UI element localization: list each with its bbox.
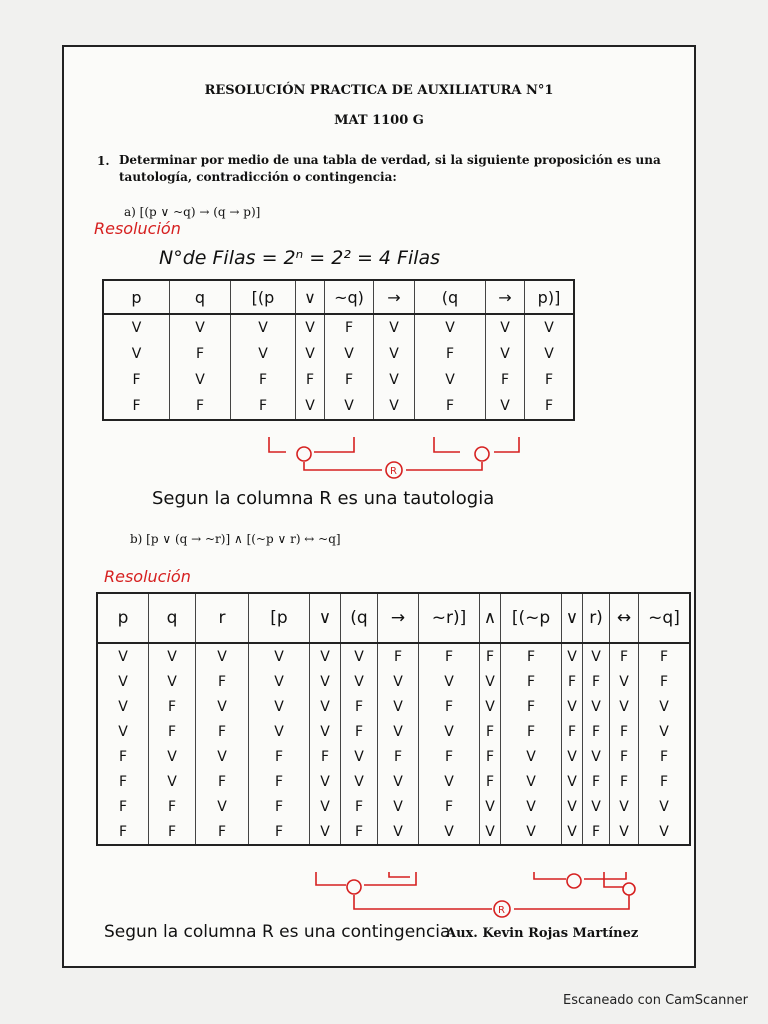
table-cell: F [196, 769, 249, 794]
table-row [97, 719, 690, 744]
table-header-cell: q [149, 593, 196, 643]
table-cell: V [525, 341, 575, 367]
table-header-cell: (q [415, 280, 486, 314]
table-cell: F [97, 794, 149, 819]
table-cell: V [639, 794, 691, 819]
table-cell: V [639, 819, 691, 845]
table-cell: F [639, 669, 691, 694]
table-cell: V [97, 669, 149, 694]
table-cell: V [196, 694, 249, 719]
table-cell: F [501, 694, 562, 719]
table-cell: V [378, 719, 419, 744]
table-cell: F [480, 744, 501, 769]
table-cell: F [341, 719, 378, 744]
table-cell: V [325, 393, 374, 420]
table-cell: V [249, 669, 310, 694]
table-row [97, 669, 690, 694]
table-cell: F [310, 744, 341, 769]
table-cell: V [149, 669, 196, 694]
table-cell: V [486, 393, 525, 420]
table-header-cell: p [103, 280, 170, 314]
table-cell: F [196, 719, 249, 744]
table-cell: F [639, 643, 691, 669]
table-cell: V [501, 794, 562, 819]
document-sheet [62, 45, 696, 968]
part-a-resolucion: Resolución [94, 219, 181, 238]
table-cell: V [196, 643, 249, 669]
table-cell: F [639, 769, 691, 794]
table-cell: V [325, 341, 374, 367]
table-cell: V [639, 719, 691, 744]
table-cell: V [415, 314, 486, 341]
table-cell: V [310, 643, 341, 669]
table-cell: V [501, 744, 562, 769]
table-row [97, 769, 690, 794]
table-header-cell: q [170, 280, 231, 314]
table-cell: F [419, 744, 480, 769]
table-cell: V [170, 314, 231, 341]
table-cell: F [341, 694, 378, 719]
table-cell: V [378, 819, 419, 845]
table-cell: F [149, 819, 196, 845]
table-header-cell: ∨ [310, 593, 341, 643]
part-a-label: a) [(p ∨ ~q) → (q → p)] [124, 205, 261, 219]
table-cell: V [310, 719, 341, 744]
table-cell: V [249, 694, 310, 719]
table-header-cell: ↔ [610, 593, 639, 643]
table-cell: V [231, 314, 296, 341]
table-cell: V [296, 314, 325, 341]
table-cell: F [149, 794, 196, 819]
result-marker-a: R [390, 466, 397, 477]
table-cell: V [374, 393, 415, 420]
table-cell: V [374, 314, 415, 341]
table-cell: V [419, 819, 480, 845]
table-cell: F [610, 744, 639, 769]
table-cell: F [639, 744, 691, 769]
table-cell: F [562, 719, 583, 744]
table-header-cell: [p [249, 593, 310, 643]
table-cell: F [583, 819, 610, 845]
table-cell: F [170, 393, 231, 420]
table-cell: V [310, 769, 341, 794]
table-cell: F [341, 819, 378, 845]
table-header-cell: → [378, 593, 419, 643]
table-cell: V [310, 669, 341, 694]
table-header-cell: [(~p [501, 593, 562, 643]
table-row [103, 393, 574, 420]
table-cell: F [249, 794, 310, 819]
table-cell: V [525, 314, 575, 341]
table-cell: V [231, 341, 296, 367]
scanner-watermark: Escaneado con CamScanner [562, 993, 748, 1008]
table-cell: F [97, 819, 149, 845]
table-cell: V [149, 744, 196, 769]
table-row [97, 819, 690, 845]
table-row [97, 643, 690, 669]
table-row [97, 794, 690, 819]
table-row [103, 367, 574, 393]
table-header-cell: → [374, 280, 415, 314]
table-cell: V [639, 694, 691, 719]
table-cell: V [562, 694, 583, 719]
table-cell: F [231, 393, 296, 420]
table-cell: F [419, 694, 480, 719]
part-a-conclusion: Segun la columna R es una tautologia [152, 488, 495, 509]
table-cell: V [296, 341, 325, 367]
table-cell: F [583, 669, 610, 694]
table-cell: V [97, 719, 149, 744]
table-cell: F [501, 719, 562, 744]
table-cell: V [419, 719, 480, 744]
table-cell: V [296, 393, 325, 420]
table-cell: V [562, 794, 583, 819]
part-b-label: b) [p ∨ (q → ~r)] ∧ [(~p ∨ r) ↔ ~q] [130, 532, 341, 546]
table-cell: F [480, 643, 501, 669]
table-cell: V [97, 643, 149, 669]
table-header-cell: ~q] [639, 593, 691, 643]
table-row [103, 341, 574, 367]
table-cell: V [583, 694, 610, 719]
result-arrows-b [304, 869, 694, 921]
table-row [103, 314, 574, 341]
table-cell: F [525, 393, 575, 420]
table-cell: V [583, 794, 610, 819]
table-cell: F [610, 643, 639, 669]
table-cell: F [610, 769, 639, 794]
table-cell: F [170, 341, 231, 367]
table-cell: F [419, 643, 480, 669]
table-cell: V [103, 341, 170, 367]
table-cell: F [480, 769, 501, 794]
table-cell: V [480, 794, 501, 819]
table-row [97, 694, 690, 719]
table-cell: V [341, 769, 378, 794]
table-cell: F [231, 367, 296, 393]
table-cell: F [610, 719, 639, 744]
table-cell: V [480, 694, 501, 719]
table-cell: V [249, 719, 310, 744]
table-cell: V [419, 669, 480, 694]
table-cell: V [480, 819, 501, 845]
table-row [97, 744, 690, 769]
table-header-cell: ∨ [296, 280, 325, 314]
table-cell: V [249, 643, 310, 669]
table-cell: F [378, 744, 419, 769]
table-cell: F [419, 794, 480, 819]
table-cell: F [97, 744, 149, 769]
filas-formula: N°de Filas = 2ⁿ = 2² = 4 Filas [159, 247, 441, 269]
table-cell: F [249, 819, 310, 845]
result-arrows-a [254, 432, 574, 480]
table-cell: V [501, 769, 562, 794]
table-cell: F [103, 367, 170, 393]
table-cell: F [583, 719, 610, 744]
table-cell: F [97, 769, 149, 794]
table-cell: V [196, 744, 249, 769]
table-cell: V [562, 643, 583, 669]
table-cell: V [97, 694, 149, 719]
table-cell: V [562, 769, 583, 794]
table-header-cell: ∨ [562, 593, 583, 643]
question-number: 1. [97, 154, 110, 168]
table-cell: V [103, 314, 170, 341]
table-header-cell: p [97, 593, 149, 643]
table-cell: F [378, 643, 419, 669]
table-cell: F [415, 341, 486, 367]
table-header-cell: [(p [231, 280, 296, 314]
course-code: MAT 1100 G [334, 113, 424, 128]
table-cell: F [501, 669, 562, 694]
question-text: Determinar por medio de una tabla de verdad, si la siguiente proposición es una tautología, contradicción o contingencia: [119, 153, 661, 184]
part-b-conclusion: Segun la columna R es una contingencia [104, 922, 451, 942]
table-cell: F [486, 367, 525, 393]
table-cell: V [610, 794, 639, 819]
table-cell: F [325, 367, 374, 393]
truth-table-a [102, 279, 575, 421]
table-cell: V [486, 314, 525, 341]
part-b-resolucion: Resolución [104, 567, 191, 586]
table-cell: V [415, 367, 486, 393]
table-cell: F [501, 643, 562, 669]
table-cell: F [525, 367, 575, 393]
table-cell: V [610, 819, 639, 845]
table-cell: F [196, 669, 249, 694]
table-cell: V [378, 694, 419, 719]
table-cell: V [583, 744, 610, 769]
table-cell: V [610, 694, 639, 719]
table-cell: V [310, 694, 341, 719]
result-marker-b: R [498, 905, 505, 916]
table-cell: V [341, 669, 378, 694]
table-cell: V [378, 769, 419, 794]
table-cell: V [374, 367, 415, 393]
table-cell: V [341, 744, 378, 769]
table-cell: V [310, 819, 341, 845]
table-cell: V [196, 794, 249, 819]
table-cell: F [249, 744, 310, 769]
table-cell: V [583, 643, 610, 669]
table-cell: F [325, 314, 374, 341]
table-cell: F [562, 669, 583, 694]
table-cell: V [501, 819, 562, 845]
table-cell: F [196, 819, 249, 845]
table-header-cell: ~q) [325, 280, 374, 314]
table-header-cell: ~r)] [419, 593, 480, 643]
table-cell: F [341, 794, 378, 819]
table-cell: V [378, 669, 419, 694]
table-cell: F [149, 719, 196, 744]
table-cell: V [610, 669, 639, 694]
table-cell: F [149, 694, 196, 719]
table-cell: V [480, 669, 501, 694]
table-header-cell: → [486, 280, 525, 314]
table-cell: V [486, 341, 525, 367]
table-cell: V [419, 769, 480, 794]
table-header-cell: p)] [525, 280, 575, 314]
table-cell: F [583, 769, 610, 794]
table-cell: F [103, 393, 170, 420]
table-cell: F [249, 769, 310, 794]
author-name: Aux. Kevin Rojas Martínez [446, 926, 639, 941]
table-cell: V [149, 769, 196, 794]
table-cell: V [170, 367, 231, 393]
table-cell: V [310, 794, 341, 819]
table-cell: V [149, 643, 196, 669]
table-cell: V [341, 643, 378, 669]
table-cell: F [296, 367, 325, 393]
table-header-cell: r [196, 593, 249, 643]
table-cell: V [378, 794, 419, 819]
table-cell: V [562, 819, 583, 845]
truth-table-b [96, 592, 691, 846]
document-title: RESOLUCIÓN PRACTICA DE AUXILIATURA N°1 [204, 83, 554, 98]
table-header-cell: r) [583, 593, 610, 643]
table-header-cell: ∧ [480, 593, 501, 643]
table-cell: V [562, 744, 583, 769]
table-cell: F [480, 719, 501, 744]
table-cell: V [374, 341, 415, 367]
table-cell: F [415, 393, 486, 420]
table-header-cell: (q [341, 593, 378, 643]
